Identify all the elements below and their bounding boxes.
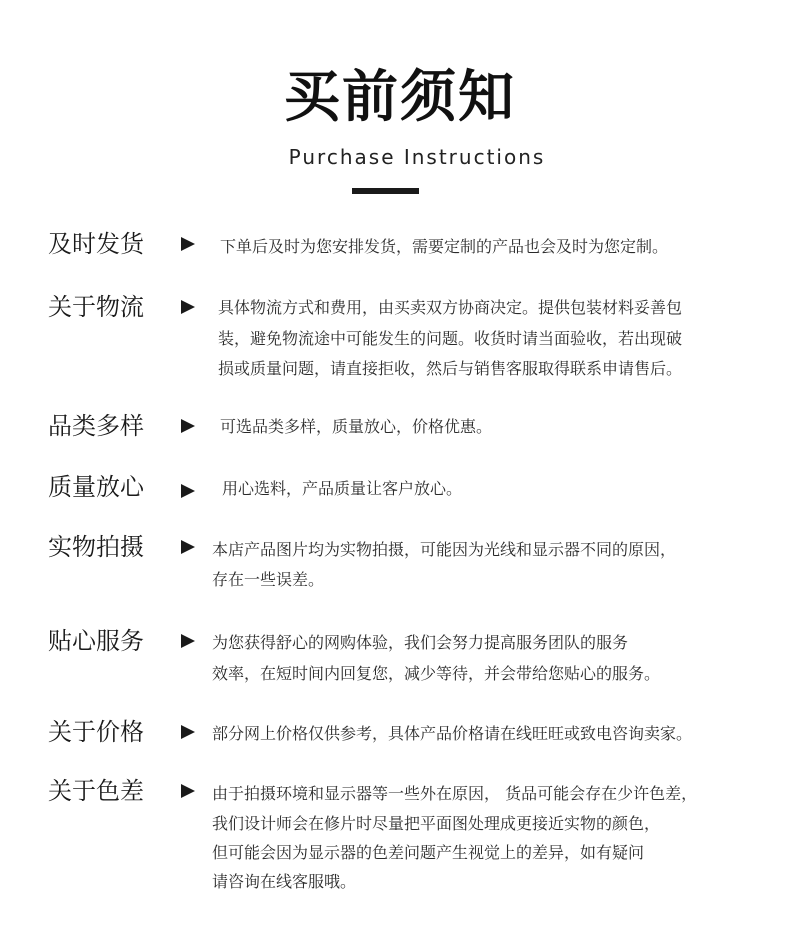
notice-line: 装，避免物流途中可能发生的问题。收货时请当面验收，若出现破 (218, 329, 683, 348)
notice-line: 但可能会因为显示器的色差问题产生视觉上的差异，如有疑问 (212, 843, 645, 862)
notice-label: 及时发货 (48, 230, 144, 258)
page-subtitle: Purchase Instructions (288, 145, 546, 169)
notice-line: 为您获得舒心的网购体验，我们会努力提高服务团队的服务 (212, 633, 629, 652)
notice-label: 关于色差 (48, 777, 144, 805)
arrow-icon (178, 781, 198, 801)
notice-label: 贴心服务 (48, 627, 144, 655)
notice-line: 我们设计师会在修片时尽量把平面图处理成更接近实物的颜色， (212, 814, 661, 833)
arrow-icon (178, 234, 198, 254)
arrow-icon (178, 297, 198, 317)
arrow-icon (178, 537, 198, 557)
notice-label: 关于价格 (48, 718, 144, 746)
notice-line: 由于拍摄环境和显示器等一些外在原因， 货品可能会存在少许色差， (212, 784, 698, 803)
arrow-icon (178, 631, 198, 651)
arrow-icon (178, 481, 198, 501)
notice-line: 具体物流方式和费用，由买卖双方协商决定。提供包装材料妥善包 (218, 298, 683, 317)
notice-line: 用心选料，产品质量让客户放心。 (222, 479, 463, 498)
notice-label: 实物拍摄 (48, 533, 144, 561)
arrow-icon (178, 416, 198, 436)
notice-label: 质量放心 (48, 473, 144, 501)
notice-line: 部分网上价格仅供参考，具体产品价格请在线旺旺或致电咨询卖家。 (212, 724, 693, 743)
notice-line: 可选品类多样，质量放心，价格优惠。 (220, 417, 493, 436)
notice-line: 效率，在短时间内回复您，减少等待，并会带给您贴心的服务。 (212, 664, 661, 683)
notice-label: 品类多样 (48, 412, 144, 440)
notice-label: 关于物流 (48, 293, 144, 321)
notice-line: 本店产品图片均为实物拍摄，可能因为光线和显示器不同的原因， (212, 540, 677, 559)
notice-line: 存在一些误差。 (212, 570, 325, 589)
notice-line: 下单后及时为您安排发货，需要定制的产品也会及时为您定制。 (220, 237, 669, 256)
title-divider (352, 188, 419, 194)
page-title: 买前须知 (284, 65, 516, 130)
notice-line: 请咨询在线客服哦。 (212, 872, 357, 891)
notice-line: 损或质量问题，请直接拒收，然后与销售客服取得联系申请售后。 (218, 359, 683, 378)
arrow-icon (178, 722, 198, 742)
